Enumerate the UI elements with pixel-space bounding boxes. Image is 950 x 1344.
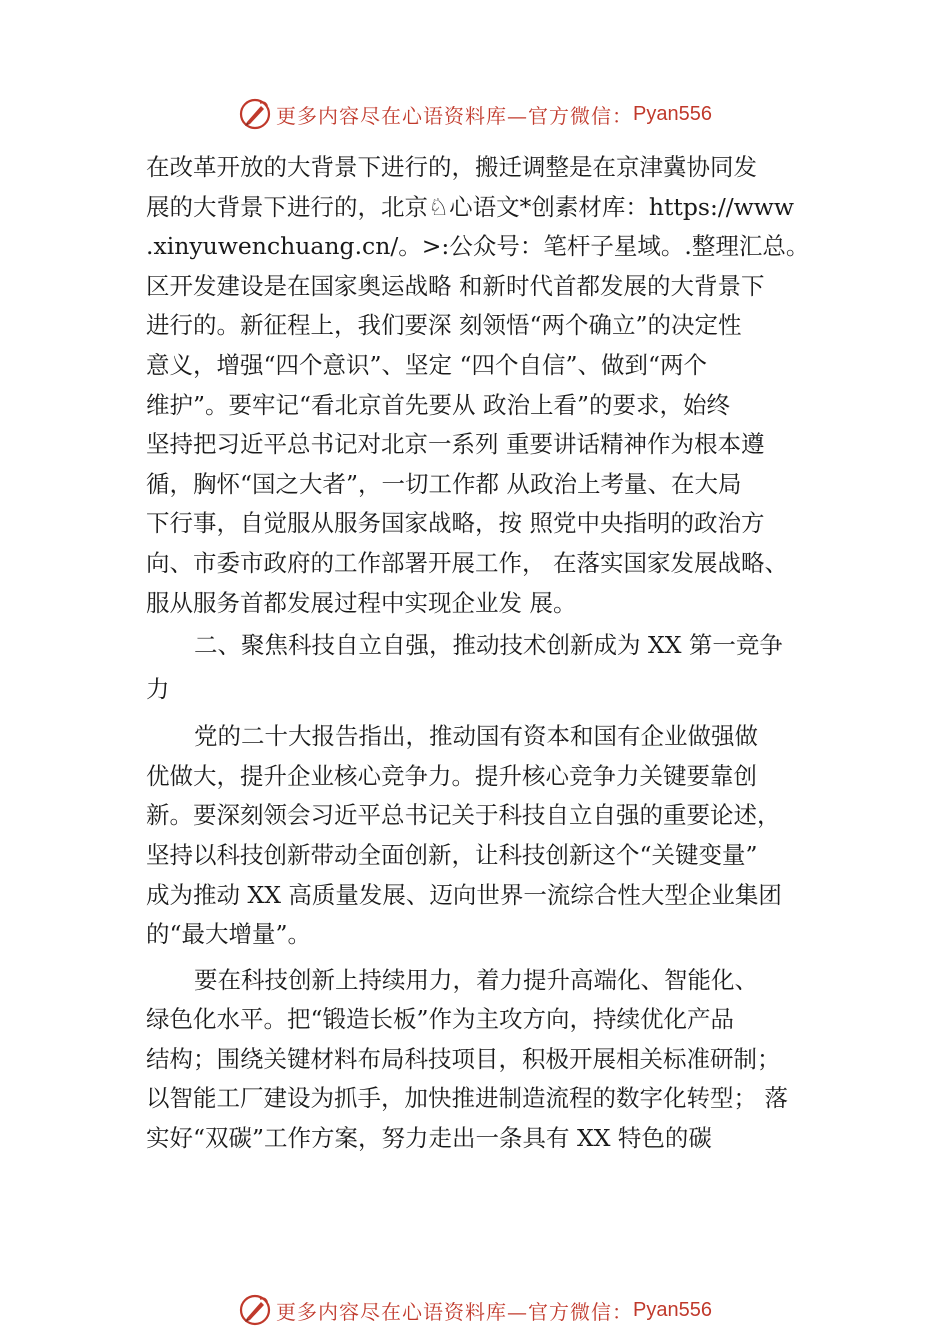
text-line: 新。要深刻领会习近平总书记关于科技自立自强的重要论述， xyxy=(146,801,781,830)
banner-text: 更多内容尽在心语资料库—官方微信： xyxy=(276,1299,634,1324)
text-line: 优做大，提升企业核心竞争力。提升核心竞争力关键要靠创 xyxy=(146,761,757,790)
banner-wechat-id: Pyan556 xyxy=(633,1298,712,1321)
paragraph-2 xyxy=(146,717,846,955)
heading-line: 二、聚焦科技自立自强，推动技术创新成为 XX 第一竞争 xyxy=(194,631,783,660)
pen-logo-icon xyxy=(238,1293,272,1327)
text-line: 成为推动 XX 高质量发展、迈向世界一流综合性大型企业集团 xyxy=(146,880,782,909)
text-line: 要在科技创新上持续用力，着力提升高端化、智能化、 xyxy=(194,965,758,994)
text-line: 在改革开放的大背景下进行的，搬迁调整是在京津冀协同发 xyxy=(146,153,757,181)
text-line: 坚持以科技创新带动全面创新，让科技创新这个“关键变量” xyxy=(146,840,758,869)
text-line: 以智能工厂建设为抓手，加快推进制造流程的数字化转型； 落 xyxy=(146,1084,788,1113)
text-line: 实好“双碳”工作方案，努力走出一条具有 XX 特色的碳 xyxy=(146,1124,712,1153)
text-line: 服从服务首都发展过程中实现企业发 展。 xyxy=(146,588,577,617)
paragraph-1 xyxy=(146,148,846,623)
text-line: 绿色化水平。把“锻造长板”作为主攻方向，持续优化产品 xyxy=(146,1005,735,1034)
text-line: 意义，增强“四个意识”、坚定 “四个自信”、做到“两个 xyxy=(146,350,708,379)
footer-banner xyxy=(0,1290,950,1330)
text-line: .xinyuwenchuang.cn/。>:公众号：笔杆子星域。.整理汇总。 xyxy=(146,232,810,261)
text-line: 区开发建设是在国家奥运战略 和新时代首都发展的大背景下 xyxy=(146,271,765,300)
text-line: 进行的。新征程上，我们要深 刻领悟“两个确立”的决定性 xyxy=(146,311,742,340)
document-body xyxy=(146,148,846,1159)
text-line: 循，胸怀“国之大者”，一切工作都 从政治上考量、在大局 xyxy=(146,469,742,498)
text-line: 结构；围绕关键材料布局科技项目，积极开展相关标准研制； xyxy=(146,1044,781,1073)
text-line: 展的大背景下进行的，北京♘心语文*创素材库：https://www xyxy=(146,192,795,221)
text-line: 维护”。要牢记“看北京首先要从 政治上看”的要求，始终 xyxy=(146,390,731,419)
banner-wechat-id: Pyan556 xyxy=(633,102,712,125)
heading-line: 力 xyxy=(146,675,170,704)
section-heading xyxy=(146,623,846,711)
text-line: 的“最大增量”。 xyxy=(146,920,312,949)
text-line: 党的二十大报告指出，推动国有资本和国有企业做强做 xyxy=(194,722,758,751)
paragraph-3 xyxy=(146,961,846,1159)
text-line: 坚持把习近平总书记对北京一系列 重要讲话精神作为根本遵 xyxy=(146,430,765,459)
banner-text: 更多内容尽在心语资料库—官方微信： xyxy=(276,103,634,128)
text-line: 向、市委市政府的工作部署开展工作， 在落实国家发展战略、 xyxy=(146,548,788,577)
pen-logo-icon xyxy=(238,97,272,131)
header-banner xyxy=(0,94,950,134)
text-line: 下行事，自觉服从服务国家战略，按 照党中央指明的政治方 xyxy=(146,509,765,538)
